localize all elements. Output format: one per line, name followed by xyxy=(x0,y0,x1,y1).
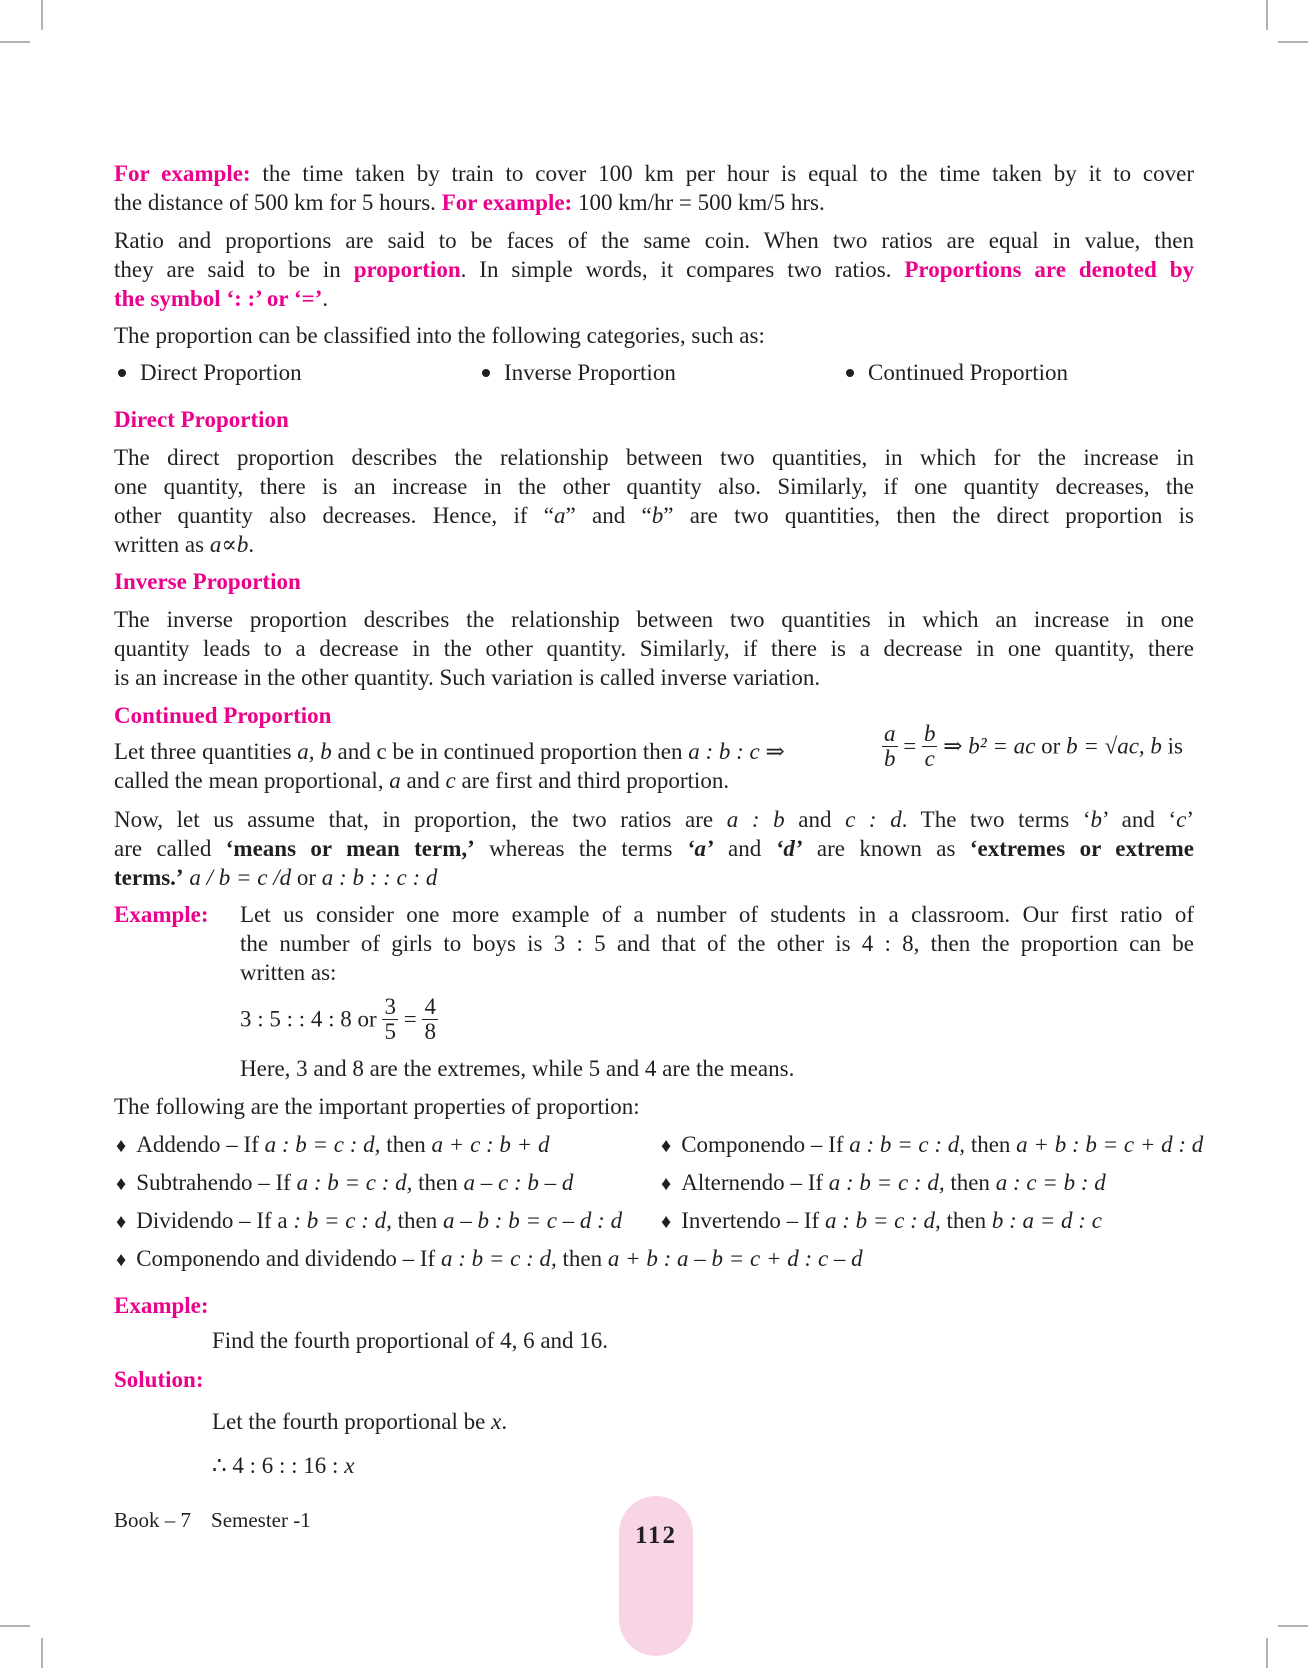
inverse-proportion-heading: Inverse Proportion xyxy=(114,569,301,594)
crop-mark-bottom-right-h xyxy=(1278,1625,1308,1627)
continued-line-1: Let three quantities a, b and c be in continued proportion then a : b : c ⇒ xyxy=(114,739,785,764)
ratio-line-1: Ratio and proportions are said to be faces of the same coin. When two ratios are equal in value, then xyxy=(114,228,1194,253)
bullet-icon xyxy=(846,369,854,377)
solution-label: Solution: xyxy=(114,1367,204,1392)
property-invertendo: ♦ Invertendo – If a : b = c : d, then b : a = d : c xyxy=(661,1207,1102,1236)
crop-mark-bottom-left-h xyxy=(0,1625,30,1627)
for-example-label-2: For example: xyxy=(441,190,573,215)
example-label-1: Example: xyxy=(114,902,209,927)
page-number: 112 xyxy=(634,1522,678,1549)
property-subtrahendo: ♦ Subtrahendo – If a : b = c : d, then a – c : b – d xyxy=(116,1169,573,1198)
intro-line-2: the distance of 500 km for 5 hours. For example: 100 km/hr = 500 km/5 hrs. xyxy=(114,190,825,215)
inverse-line-3: is an increase in the other quantity. Such variation is called inverse variation. xyxy=(114,665,821,690)
diamond-bullet-icon: ♦ xyxy=(661,1135,672,1157)
category-inverse: Inverse Proportion xyxy=(482,359,676,387)
continued-proportion-heading: Continued Proportion xyxy=(114,703,332,728)
proportion-keyword: proportion xyxy=(353,257,461,282)
fraction-a-over-b: $\frac{a}{b}$ xyxy=(884,721,896,771)
inverse-line-2: quantity leads to a decrease in the other quantity. Similarly, if there is a decrease in one quantity, there xyxy=(114,636,1194,661)
crop-mark-top-right-v xyxy=(1266,0,1268,30)
means-line-1: Now, let us assume that, in proportion, the two ratios are a : b and c : d. The two terms ‘b’ and ‘c’ xyxy=(114,807,1194,832)
proportion-symbol-note: Proportions are denoted by xyxy=(904,257,1194,282)
example-label-2: Example: xyxy=(114,1293,209,1318)
direct-formula: a∝b xyxy=(209,532,249,557)
example1-line-2: the number of girls to boys is 3 : 5 and that of the other is 4 : 8, then the proportion can be xyxy=(240,931,1194,956)
means-line-3: terms.’ a / b = c /d or a : b : : c : d xyxy=(114,865,438,890)
crop-mark-top-left-v xyxy=(41,0,43,30)
example1-formula: 3 : 5 : : 4 : 8 or $\frac{3}{5}$ = $\frac{4}{8}$ xyxy=(240,994,436,1044)
ratio-line-2: they are said to be in proportion. In simple words, it compares two ratios. Proportions are denoted by xyxy=(114,257,1194,282)
diamond-bullet-icon: ♦ xyxy=(116,1135,127,1157)
direct-proportion-heading: Direct Proportion xyxy=(114,407,289,432)
direct-line-3: other quantity also decreases. Hence, if “a” and “b” are two quantities, then the direct proportion is xyxy=(114,503,1194,528)
continued-formula: $\frac{a}{b}$ = $\frac{b}{c}$ ⇒ b² = ac or b = √ac, b is xyxy=(884,721,1184,771)
example1-line-3: written as: xyxy=(240,960,337,985)
diamond-bullet-icon: ♦ xyxy=(661,1173,672,1195)
diamond-bullet-icon: ♦ xyxy=(116,1173,127,1195)
page-number-pill xyxy=(619,1496,693,1656)
means-line-2: are called ‘means or mean term,’ whereas the terms ‘a’ and ‘d’ are known as ‘extremes or extreme xyxy=(114,836,1194,861)
for-example-label: For example: xyxy=(114,161,251,186)
intro-line-1: For example: the time taken by train to cover 100 km per hour is equal to the time taken by it to cover xyxy=(114,161,1194,186)
ratio-line-3: the symbol ‘: :’ or ‘=’. xyxy=(114,286,329,311)
direct-line-4: written as a∝b. xyxy=(114,532,255,557)
fraction-3-over-5: $\frac{3}{5}$ xyxy=(384,994,396,1044)
solution-step-1: Let the fourth proportional be x. xyxy=(212,1409,508,1434)
example2-question: Find the fourth proportional of 4, 6 and 16. xyxy=(212,1328,609,1353)
inverse-line-1: The inverse proportion describes the relationship between two quantities in which an increase in one xyxy=(114,607,1194,632)
direct-line-2: one quantity, there is an increase in the other quantity also. Similarly, if one quantity decreases, the xyxy=(114,474,1194,499)
continued-line-2: called the mean proportional, a and c are first and third proportion. xyxy=(114,768,730,793)
example1-conclusion: Here, 3 and 8 are the extremes, while 5 and 4 are the means. xyxy=(240,1056,795,1081)
property-alternendo: ♦ Alternendo – If a : b = c : d, then a : c = b : d xyxy=(661,1169,1106,1198)
property-componendo: ♦ Componendo – If a : b = c : d, then a + b : b = c + d : d xyxy=(661,1131,1203,1160)
diamond-bullet-icon: ♦ xyxy=(116,1249,127,1271)
property-componendo-dividendo: ♦ Componendo and dividendo – If a : b = c : d, then a + b : a – b = c + d : c – d xyxy=(116,1245,863,1274)
fraction-4-over-8: $\frac{4}{8}$ xyxy=(424,994,436,1044)
property-dividendo: ♦ Dividendo – If a : b = c : d, then a – b : b = c – d : d xyxy=(116,1207,622,1236)
bullet-icon xyxy=(482,369,490,377)
property-addendo: ♦ Addendo – If a : b = c : d, then a + c : b + d xyxy=(116,1131,549,1160)
crop-mark-bottom-left-v xyxy=(41,1638,43,1668)
categories-intro: The proportion can be classified into the following categories, such as: xyxy=(114,323,765,348)
fraction-b-over-c: $\frac{b}{c}$ xyxy=(923,721,936,771)
solution-step-2: ∴ 4 : 6 : : 16 : x xyxy=(212,1453,355,1478)
example1-line-1: Let us consider one more example of a number of students in a classroom. Our first ratio of xyxy=(240,902,1194,927)
direct-line-1: The direct proportion describes the relationship between two quantities, in which for the increase in xyxy=(114,445,1194,470)
category-direct: Direct Proportion xyxy=(118,359,302,387)
bullet-icon xyxy=(118,369,126,377)
crop-mark-bottom-right-v xyxy=(1266,1638,1268,1668)
properties-intro: The following are the important properties of proportion: xyxy=(114,1094,640,1119)
category-continued: Continued Proportion xyxy=(846,359,1068,387)
diamond-bullet-icon: ♦ xyxy=(116,1211,127,1233)
crop-mark-top-right-h xyxy=(1278,41,1308,43)
diamond-bullet-icon: ♦ xyxy=(661,1211,672,1233)
footer-book-info: Book – 7 Semester -1 xyxy=(114,1508,311,1532)
crop-mark-top-left-h xyxy=(0,41,30,43)
